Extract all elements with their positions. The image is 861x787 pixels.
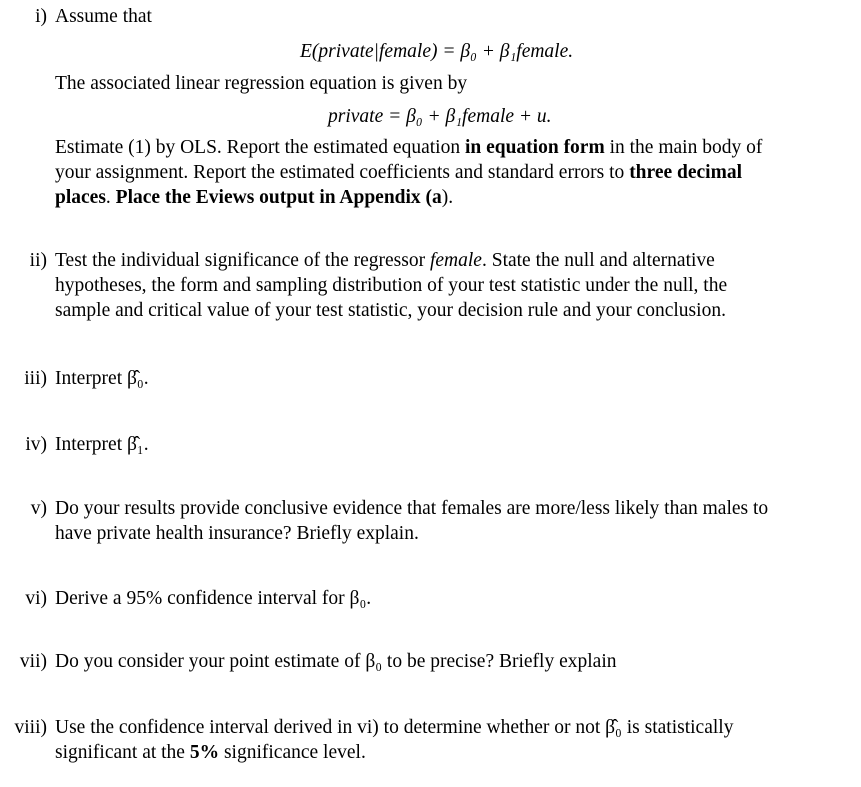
emphasis: three decimal [629, 162, 742, 183]
question-text: Do you consider your point estimate of β₀ to be precise? Briefly explain [55, 651, 617, 672]
regression-equation: private = β₀ + β₁female + u. [328, 106, 552, 127]
question-number: vii) [19, 651, 47, 672]
question-text: sample and critical value of your test statistic, your decision rule and your conclusion. [55, 300, 726, 321]
question-body [55, 4, 853, 29]
question-number: vi) [25, 588, 47, 609]
instructions [55, 135, 762, 210]
question-v [0, 496, 861, 551]
question-body [55, 496, 853, 546]
regression-intro-text: The associated linear regression equation is given by [55, 73, 468, 94]
question-ii [0, 248, 861, 328]
question-text: Do your results provide conclusive evidence that females are more/less likely than males to [55, 498, 769, 519]
instruction-text: in the main body of [604, 137, 763, 158]
emphasis: places [55, 187, 106, 208]
question-iv [0, 432, 861, 460]
question-text: Derive a 95% confidence interval for β₀. [55, 588, 372, 609]
question-number: viii) [14, 717, 47, 738]
question-number: i) [35, 6, 47, 27]
instruction-text: your assignment. Report the estimated coefficients and standard errors to [55, 162, 630, 183]
question-text: significance level. [219, 742, 366, 763]
question-number: iv) [25, 434, 47, 455]
question-text: Interpret β̂₁. [55, 434, 149, 455]
question-text: Use the confidence interval derived in vi) to determine whether or not [55, 717, 606, 738]
question-body [55, 715, 853, 765]
conditional-expectation-equation: E(private|female) = β₀ + β₁female. [300, 41, 574, 62]
question-viii [0, 715, 861, 770]
question-number: iii) [24, 368, 47, 389]
instruction-text: Estimate (1) by OLS. Report the estimated equation [55, 137, 465, 158]
question-text: Test the individual significance of the regressor [55, 250, 430, 271]
question-text: Interpret β̂₀. [55, 368, 149, 389]
question-vii [0, 649, 861, 677]
intro-text: Assume that [55, 6, 152, 27]
question-vi [0, 586, 861, 614]
variable-name: female [429, 250, 482, 271]
instruction-text: . [105, 187, 116, 208]
question-text: is statistically [621, 717, 734, 738]
question-iii [0, 366, 861, 394]
question-number: ii) [29, 250, 47, 271]
question-i [0, 4, 861, 214]
beta-hat-zero: β̂₀ [605, 717, 622, 738]
question-text: . State the null and alternative [481, 250, 715, 271]
emphasis: Place the Eviews output in Appendix ( [115, 187, 433, 208]
emphasis: in equation form [464, 137, 605, 158]
emphasis: 5% [189, 742, 220, 763]
instruction-text: ). [441, 187, 454, 208]
question-text: significant at the [55, 742, 190, 763]
question-body [55, 248, 853, 323]
question-text: have private health insurance? Briefly explain. [55, 523, 419, 544]
emphasis: a [432, 187, 442, 208]
question-text: hypotheses, the form and sampling distribution of your test statistic under the null, the [55, 275, 728, 296]
question-number: v) [30, 498, 47, 519]
